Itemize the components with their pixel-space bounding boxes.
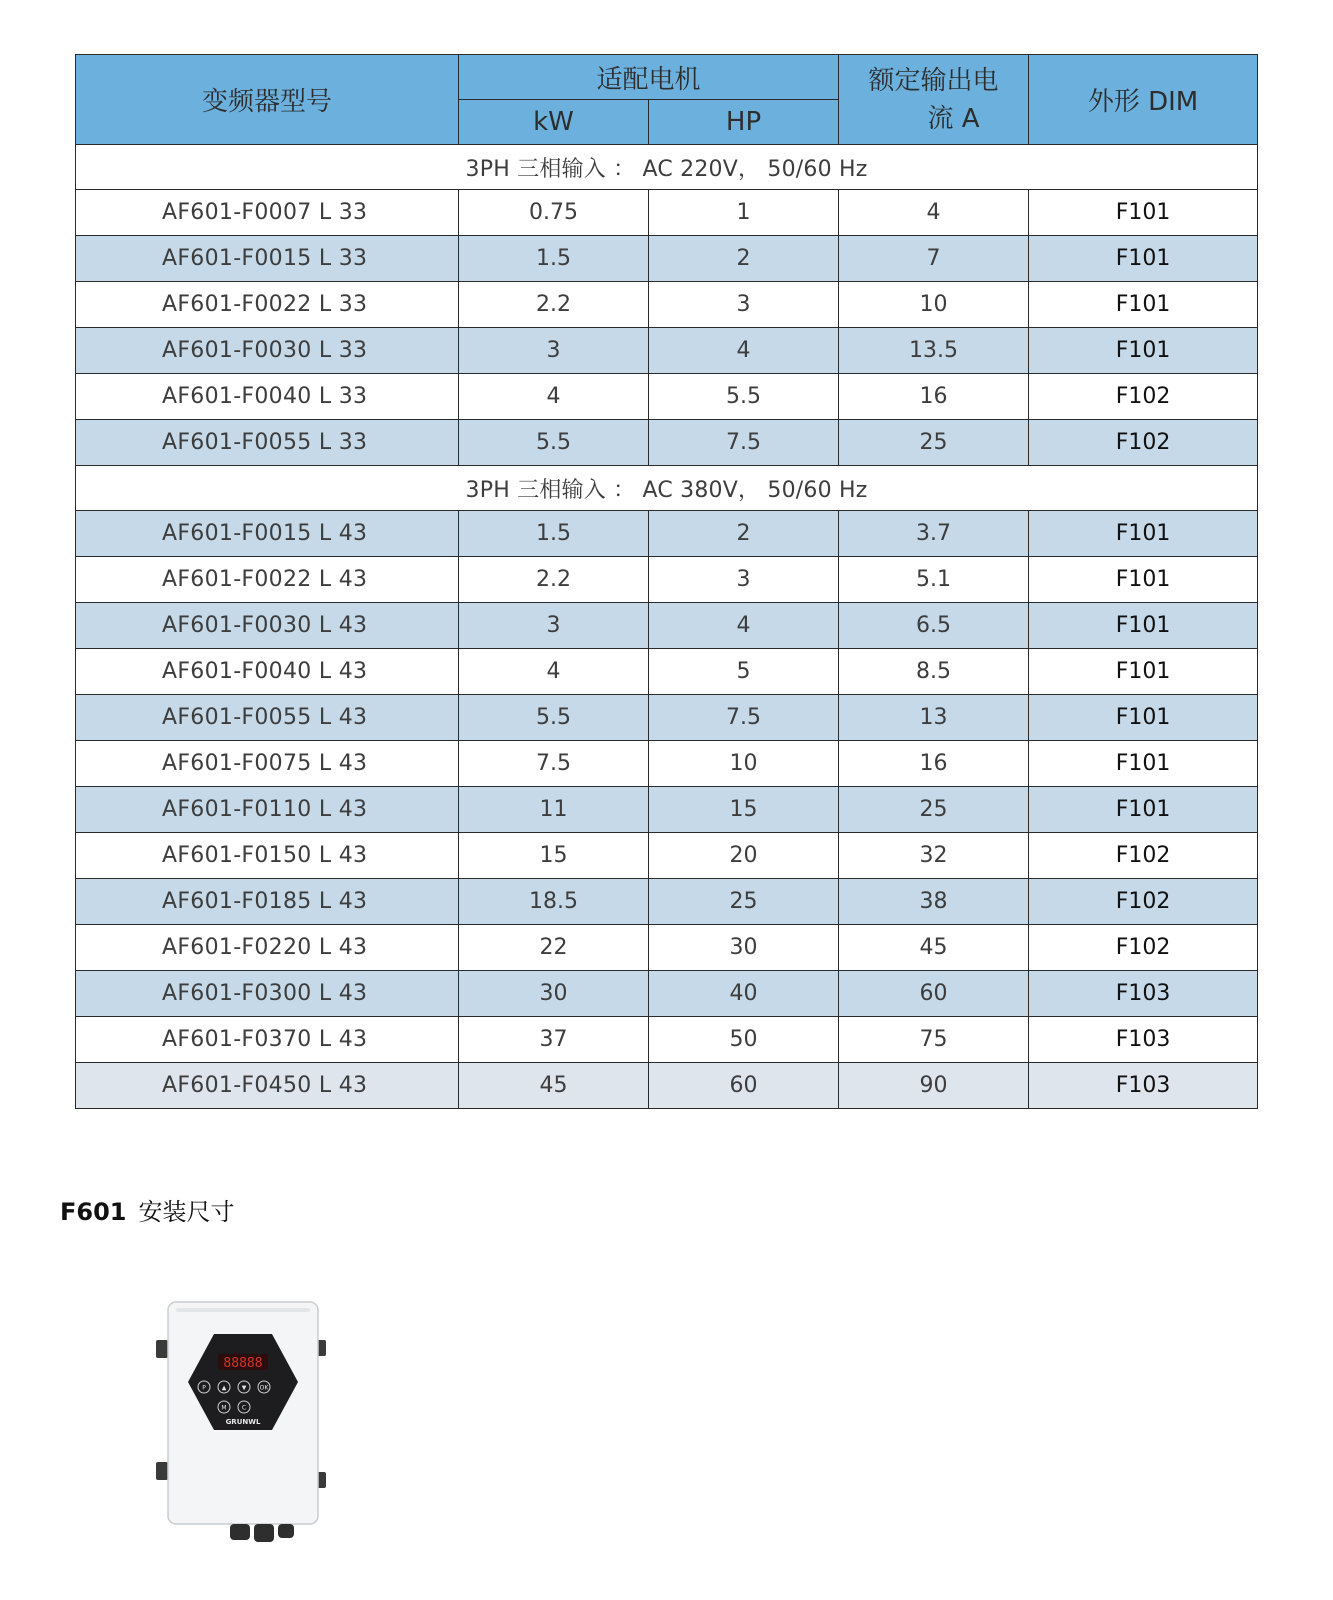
- cell-kw: 2.2: [459, 557, 649, 603]
- header-current: [839, 55, 1029, 145]
- keypad-button-label: OK: [259, 1384, 269, 1392]
- header-dim: 外形 DIM: [1029, 55, 1258, 145]
- table-row: [76, 833, 1258, 879]
- cell-hp: 25: [649, 879, 839, 925]
- header-kw: kW: [459, 100, 649, 145]
- cable-gland-icon: [230, 1524, 250, 1540]
- cell-dim: F101: [1029, 787, 1258, 833]
- table-row: [76, 236, 1258, 282]
- section-row: [76, 466, 1258, 511]
- cell-dim: F101: [1029, 649, 1258, 695]
- cell-model: AF601-F0450 L 43: [76, 1063, 459, 1109]
- cell-model: AF601-F0030 L 33: [76, 328, 459, 374]
- cell-dim: F101: [1029, 603, 1258, 649]
- cell-hp: 7.5: [649, 420, 839, 466]
- cell-dim: F101: [1029, 741, 1258, 787]
- cell-model: AF601-F0055 L 43: [76, 695, 459, 741]
- cell-hp: 60: [649, 1063, 839, 1109]
- cell-kw: 1.5: [459, 511, 649, 557]
- cell-current: 16: [839, 741, 1029, 787]
- cell-dim: F102: [1029, 374, 1258, 420]
- cell-current: 75: [839, 1017, 1029, 1063]
- brand-logo: GRUNWL: [225, 1418, 261, 1426]
- cell-kw: 37: [459, 1017, 649, 1063]
- cell-hp: 30: [649, 925, 839, 971]
- cell-kw: 30: [459, 971, 649, 1017]
- cell-hp: 1: [649, 190, 839, 236]
- cable-gland-icon: [278, 1524, 294, 1538]
- cable-gland-icon: [254, 1524, 274, 1542]
- header-motor: 适配电机: [459, 55, 839, 100]
- table-row: [76, 603, 1258, 649]
- spec-table: [75, 54, 1258, 1109]
- table-row: [76, 557, 1258, 603]
- cell-dim: F102: [1029, 879, 1258, 925]
- table-row: [76, 420, 1258, 466]
- header-current-line1: 额定输出电: [868, 65, 999, 96]
- cell-model: AF601-F0040 L 43: [76, 649, 459, 695]
- table-row: [76, 879, 1258, 925]
- cell-current: 7: [839, 236, 1029, 282]
- cell-kw: 45: [459, 1063, 649, 1109]
- cell-current: 38: [839, 879, 1029, 925]
- cell-model: AF601-F0022 L 33: [76, 282, 459, 328]
- cell-model: AF601-F0015 L 43: [76, 511, 459, 557]
- header-current-line2: 流 A: [927, 103, 980, 134]
- spec-table-body: [76, 145, 1258, 1109]
- cell-dim: F103: [1029, 1063, 1258, 1109]
- cell-model: AF601-F0007 L 33: [76, 190, 459, 236]
- table-row: [76, 374, 1258, 420]
- table-row: [76, 190, 1258, 236]
- table-row: [76, 1017, 1258, 1063]
- cell-current: 8.5: [839, 649, 1029, 695]
- table-row: [76, 511, 1258, 557]
- cell-model: AF601-F0075 L 43: [76, 741, 459, 787]
- cell-dim: F101: [1029, 328, 1258, 374]
- cell-kw: 3: [459, 328, 649, 374]
- section-title: 3PH 三相输入 ： AC 380V， 50/60 Hz: [76, 466, 1258, 511]
- table-row: [76, 925, 1258, 971]
- cell-current: 10: [839, 282, 1029, 328]
- cell-dim: F101: [1029, 236, 1258, 282]
- cell-model: AF601-F0022 L 43: [76, 557, 459, 603]
- cell-kw: 22: [459, 925, 649, 971]
- cell-dim: F101: [1029, 695, 1258, 741]
- cell-dim: F102: [1029, 833, 1258, 879]
- header-model: 变频器型号: [76, 55, 459, 145]
- keypad-button-label: C: [241, 1404, 247, 1412]
- cell-dim: F102: [1029, 420, 1258, 466]
- cell-dim: F103: [1029, 1017, 1258, 1063]
- cell-current: 16: [839, 374, 1029, 420]
- cell-dim: F101: [1029, 282, 1258, 328]
- cell-current: 45: [839, 925, 1029, 971]
- table-row: [76, 741, 1258, 787]
- cell-current: 13: [839, 695, 1029, 741]
- cell-current: 5.1: [839, 557, 1029, 603]
- cell-dim: F103: [1029, 971, 1258, 1017]
- cell-current: 4: [839, 190, 1029, 236]
- cell-hp: 40: [649, 971, 839, 1017]
- cell-model: AF601-F0055 L 33: [76, 420, 459, 466]
- table-row: [76, 328, 1258, 374]
- cell-model: AF601-F0040 L 33: [76, 374, 459, 420]
- cell-model: AF601-F0220 L 43: [76, 925, 459, 971]
- spec-table-header: [76, 55, 1258, 145]
- cell-current: 90: [839, 1063, 1029, 1109]
- table-row: [76, 695, 1258, 741]
- cell-kw: 1.5: [459, 236, 649, 282]
- cell-kw: 5.5: [459, 695, 649, 741]
- cell-kw: 5.5: [459, 420, 649, 466]
- cell-hp: 5.5: [649, 374, 839, 420]
- cell-hp: 4: [649, 603, 839, 649]
- cell-hp: 7.5: [649, 695, 839, 741]
- cell-dim: F101: [1029, 511, 1258, 557]
- cell-current: 6.5: [839, 603, 1029, 649]
- cell-model: AF601-F0300 L 43: [76, 971, 459, 1017]
- header-hp: HP: [649, 100, 839, 145]
- cell-current: 60: [839, 971, 1029, 1017]
- cell-model: AF601-F0185 L 43: [76, 879, 459, 925]
- table-row: [76, 971, 1258, 1017]
- cell-kw: 4: [459, 649, 649, 695]
- cell-model: AF601-F0030 L 43: [76, 603, 459, 649]
- table-row: [76, 282, 1258, 328]
- cell-kw: 15: [459, 833, 649, 879]
- cell-model: AF601-F0150 L 43: [76, 833, 459, 879]
- cell-model: AF601-F0370 L 43: [76, 1017, 459, 1063]
- cell-kw: 0.75: [459, 190, 649, 236]
- keypad-button-label: ▲: [221, 1384, 227, 1392]
- cell-kw: 18.5: [459, 879, 649, 925]
- cell-current: 13.5: [839, 328, 1029, 374]
- table-row: [76, 649, 1258, 695]
- cell-hp: 3: [649, 557, 839, 603]
- table-row: [76, 1063, 1258, 1109]
- section-row: [76, 145, 1258, 190]
- install-title: 安装尺寸: [138, 1198, 235, 1226]
- cell-current: 25: [839, 420, 1029, 466]
- device-image: [152, 1300, 332, 1550]
- mount-bracket-icon: [156, 1340, 168, 1358]
- cell-current: 3.7: [839, 511, 1029, 557]
- install-code: F601: [60, 1198, 127, 1226]
- cell-current: 32: [839, 833, 1029, 879]
- cell-hp: 3: [649, 282, 839, 328]
- cell-kw: 3: [459, 603, 649, 649]
- cell-hp: 15: [649, 787, 839, 833]
- cell-model: AF601-F0015 L 33: [76, 236, 459, 282]
- cell-current: 25: [839, 787, 1029, 833]
- section-title: 3PH 三相输入 ： AC 220V， 50/60 Hz: [76, 145, 1258, 190]
- cell-kw: 7.5: [459, 741, 649, 787]
- cell-kw: 11: [459, 787, 649, 833]
- cell-dim: F101: [1029, 557, 1258, 603]
- cell-kw: 4: [459, 374, 649, 420]
- cell-dim: F102: [1029, 925, 1258, 971]
- keypad-button-label: M: [221, 1404, 227, 1412]
- cell-hp: 4: [649, 328, 839, 374]
- install-section-title: [60, 1192, 235, 1227]
- cell-hp: 20: [649, 833, 839, 879]
- cell-model: AF601-F0110 L 43: [76, 787, 459, 833]
- led-display-value: 88888: [223, 1356, 263, 1371]
- table-row: [76, 787, 1258, 833]
- cell-hp: 2: [649, 236, 839, 282]
- keypad-button-label: P: [202, 1384, 206, 1392]
- mount-bracket-icon: [156, 1462, 168, 1480]
- cell-dim: F101: [1029, 190, 1258, 236]
- keypad-button-label: ▼: [241, 1384, 247, 1392]
- cell-hp: 5: [649, 649, 839, 695]
- cell-hp: 10: [649, 741, 839, 787]
- cell-hp: 50: [649, 1017, 839, 1063]
- cell-kw: 2.2: [459, 282, 649, 328]
- cell-hp: 2: [649, 511, 839, 557]
